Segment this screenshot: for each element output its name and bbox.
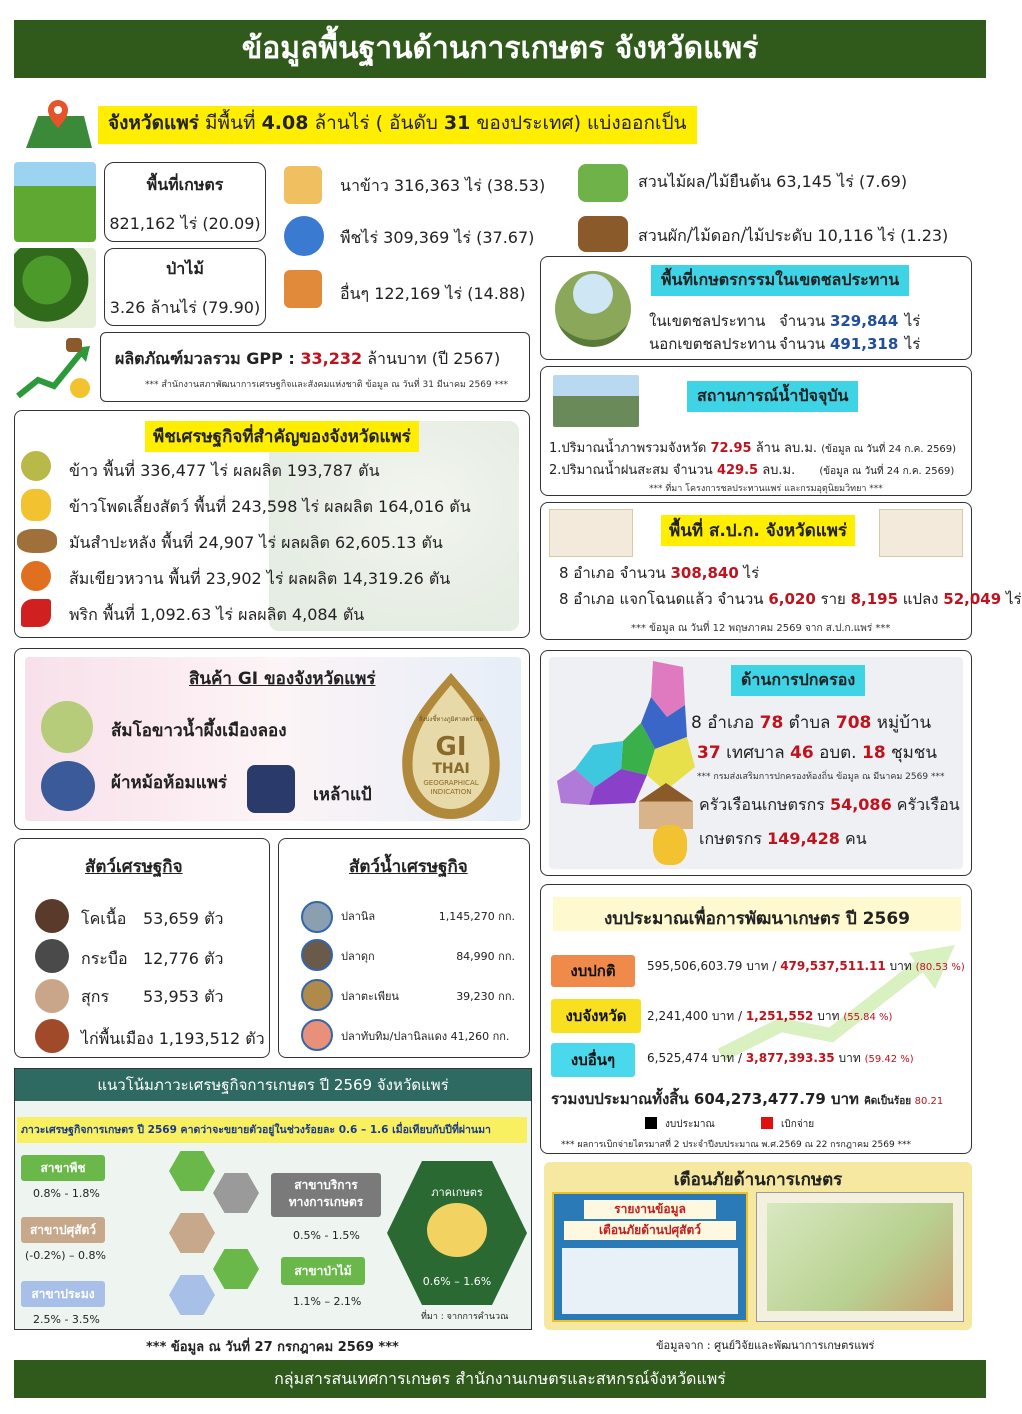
budget-percent: (59.42 %) (864, 1054, 914, 1065)
unit-label: ไร่ (904, 335, 921, 353)
poster-heading: เตือนภัยด้านปศุสัตว์ (564, 1221, 736, 1240)
buffalo-icon (35, 939, 69, 973)
crop-item: ข้าวโพดเลี้ยงสัตว์ พื้นที่ 243,598 ไร่ ผลผลิต 164,016 ตัน (69, 497, 471, 516)
forest-area-value: 3.26 ล้านไร่ (79.90) (109, 298, 261, 317)
village-count: 708 (835, 713, 872, 733)
poster-content (562, 1248, 738, 1314)
land-deed-image (549, 509, 633, 557)
budget-amount: 6,525,474 บาท / (647, 1051, 746, 1065)
gi-thai-badge (395, 671, 507, 825)
budget-row (647, 957, 965, 976)
admin-line-1 (691, 709, 931, 736)
fishery-hex-icon (169, 1275, 215, 1315)
warning-box (544, 1162, 972, 1330)
growth-chart-icon (14, 336, 98, 402)
fish-row (341, 947, 515, 965)
province-rank: 31 (443, 112, 471, 134)
service-label-line: สาขาบริการ (294, 1178, 358, 1192)
poster-content (767, 1203, 953, 1311)
water-line-2 (549, 459, 954, 480)
admin-title: ด้านการปกครอง (731, 665, 865, 696)
count-label: จำนวน (779, 312, 826, 330)
agri-area-title: พื้นที่เกษตร (146, 175, 224, 194)
cassava-icon (17, 529, 57, 553)
budget-unit: บาท (813, 1009, 844, 1023)
admin-text: เทศบาล (720, 743, 791, 763)
alro-plots-value: 8,195 (850, 590, 899, 608)
admin-text: ตำบล (783, 713, 836, 733)
administration-box (540, 650, 972, 876)
growth-arrow-decoration (721, 935, 961, 1065)
land-deed-image (879, 509, 963, 557)
chicken-icon (35, 1019, 69, 1053)
water-line-text: ล้าน ลบ.ม. (751, 441, 818, 456)
admin-text: ครัวเรือน (891, 795, 960, 814)
poster-heading: รายงานข้อมูล (584, 1200, 716, 1219)
corn-icon (21, 489, 51, 521)
livestock-value: 53,953 ตัว (143, 987, 224, 1006)
irrigation-out-label: นอกเขตชลประทาน (649, 335, 777, 353)
livestock-name: กระบือ (81, 949, 128, 968)
crop-sector-label: สาขาพืช (21, 1155, 105, 1181)
outlook-subtitle: ภาวะเศรษฐกิจการเกษตร ปี 2569 คาดว่าจะขยายตัวอยู่ในช่วงร้อยละ 0.6 – 1.6 เมื่อเทียบกับปีที่ผ่านมา (17, 1117, 527, 1143)
gi-box (14, 648, 530, 830)
budget-amount: 595,506,603.79 บาท / (647, 959, 781, 973)
irrigation-in-label: ในเขตชลประทาน (649, 312, 766, 330)
fish-row (341, 1027, 509, 1045)
crop-hex-icon (169, 1151, 215, 1191)
gi-item-liquor: เหล้าแป้ (313, 785, 372, 805)
service-sector-label (271, 1173, 381, 1217)
irrigation-out-row (649, 332, 920, 356)
fish-name: ปลาตะเพียน (341, 990, 399, 1003)
fish-name: ปลาดุก (341, 950, 375, 963)
gpp-line (115, 347, 500, 372)
rainfall-value: 429.5 (716, 463, 759, 478)
gpp-label: ผลิตภัณฑ์มวลรวม GPP : (115, 349, 301, 368)
water-line-note: (ข้อมูล ณ วันที่ 24 ก.ค. 2569) (819, 466, 955, 477)
forest-area-title: ป่าไม้ (166, 259, 204, 278)
budget-total-percent: 80.21 (914, 1096, 944, 1107)
budget-other-label: งบอื่นๆ (551, 1043, 635, 1077)
fish-row (341, 987, 515, 1005)
field-crop-area-text: พืชไร่ 309,369 ไร่ (37.67) (340, 228, 535, 247)
barb-fish-icon (301, 979, 333, 1011)
catfish-icon (301, 939, 333, 971)
outlook-source: ที่มา : จากการคำนวณ (421, 1312, 509, 1322)
outlook-box (14, 1068, 532, 1330)
alro-persons-value: 6,020 (768, 590, 816, 608)
background-decoration (269, 421, 519, 631)
water-line-text: 2.ปริมาณน้ำฝนสะสม จำนวน (549, 463, 717, 478)
crops-box (14, 410, 530, 638)
admin-text: เกษตรกร (699, 829, 768, 848)
forestry-sector-label: สาขาป่าไม้ (281, 1257, 365, 1285)
water-title: สถานการณ์น้ำปัจจุบัน (687, 381, 858, 412)
livestock-box (14, 838, 270, 1058)
budget-regular-label: งบปกติ (551, 955, 635, 987)
admin-text: อบต. (813, 743, 862, 763)
agri-area-value: 821,162 ไร่ (20.09) (109, 214, 261, 233)
page-title: ข้อมูลพื้นฐานด้านการเกษตร จังหวัดแพร่ (14, 20, 986, 78)
province-map-icon (555, 657, 705, 811)
fish-name: ปลาทับทิม/ปลานิลแดง 41,260 กก. (341, 1030, 510, 1043)
admin-text: ชุมชน (885, 743, 937, 763)
budget-unit: บาท (885, 959, 916, 973)
water-line-text: 1.ปริมาณน้ำภาพรวมจังหวัด (549, 441, 711, 456)
budget-amount: 2,241,400 บาท / (647, 1009, 746, 1023)
irrigation-in-row (649, 309, 920, 333)
budget-row (647, 1007, 892, 1026)
service-sector-range: 0.5% - 1.5% (293, 1229, 360, 1242)
irrigation-image (555, 271, 631, 347)
unit-label: ไร่ (904, 312, 921, 330)
livestock-title: สัตว์เศรษฐกิจ (85, 857, 183, 877)
alro-text: ไร่ (1001, 590, 1022, 608)
forest-area-box (104, 248, 266, 326)
subdistrict-count: 78 (759, 713, 784, 733)
budget-percent: (55.84 %) (843, 1012, 893, 1023)
water-note: *** ที่มา โครงการชลประทานแพร่ และกรมอุตุนิยมวิทยา *** (649, 484, 883, 494)
water-line-1 (549, 437, 956, 458)
budget-note: *** ผลการเบิกจ่ายไตรมาสที่ 2 ประจำปีงบประมาณ พ.ศ.2569 ณ 22 กรกฎาคม 2569 *** (561, 1140, 912, 1150)
beef-cattle-icon (35, 899, 69, 933)
farmer-line (699, 827, 867, 852)
admin-line-2 (697, 739, 937, 766)
forestry-hex-icon (213, 1249, 259, 1289)
water-situation-box (540, 366, 972, 496)
orchard-icon (578, 164, 628, 202)
intro-banner (98, 106, 697, 144)
budget-total (551, 1087, 943, 1111)
farmer-count: 149,428 (767, 829, 840, 848)
budget-disbursed: 3,877,393.35 (745, 1051, 835, 1065)
alro-rai-value: 52,049 (943, 590, 1002, 608)
livestock-name: โคเนื้อ (81, 909, 127, 928)
vegetable-area-text: สวนผัก/ไม้ดอก/ไม้ประดับ 10,116 ไร่ (1.23) (638, 226, 949, 245)
alro-line-2 (559, 587, 1022, 611)
alro-area-value: 308,840 (670, 564, 739, 582)
service-hex-icon (213, 1173, 259, 1213)
service-label-line: ทางการเกษตร (288, 1195, 364, 1209)
livestock-sector-label: สาขาปศุสัตว์ (21, 1217, 105, 1243)
crop-pest-warning-poster (756, 1192, 964, 1322)
map-pin-icon (24, 100, 94, 150)
livestock-name: ไก่พื้นเมือง (81, 1029, 154, 1048)
water-line-text: ลบ.ม. (758, 463, 796, 478)
community-count: 18 (861, 743, 886, 763)
orange-icon (21, 561, 51, 591)
orchard-area-text: สวนไม้ผล/ไม้ยืนต้น 63,145 ไร่ (7.69) (638, 172, 908, 191)
tilapia-icon (301, 901, 333, 933)
budget-row (647, 1049, 914, 1068)
farm-field-image (14, 162, 96, 242)
intro-text: ล้านไร่ ( อันดับ (308, 112, 444, 134)
warning-source: ข้อมูลจาก : ศูนย์วิจัยและพัฒนาการเกษตรแพร่ (656, 1339, 875, 1352)
fishery-box (278, 838, 530, 1058)
crops-title: พืชเศรษฐกิจที่สำคัญของจังหวัดแพร่ (145, 421, 419, 452)
fish-value: 1,145,270 กก. (438, 910, 515, 923)
fishery-sector-range: 2.5% - 3.5% (33, 1313, 100, 1326)
tractor-icon (427, 1203, 487, 1257)
admin-text: 8 อำเภอ (691, 713, 760, 733)
municipality-count: 37 (697, 743, 721, 763)
legend-disbursed-label: เบิกจ่าย (781, 1119, 815, 1130)
gi-item-cloth: ผ้าหม้อห้อมแพร่ (111, 773, 228, 793)
budget-disbursed: 479,537,511.11 (780, 959, 886, 973)
agri-area-box (104, 162, 266, 242)
fish-row (341, 907, 515, 925)
alro-text: 8 อำเภอ จำนวน (559, 564, 671, 582)
alro-text: ไร่ (738, 564, 760, 582)
count-label: จำนวน (779, 335, 826, 353)
budget-total-text: คิดเป็นร้อย (864, 1096, 915, 1107)
fish-value: 39,230 กก. (456, 990, 515, 1003)
budget-box (540, 884, 972, 1154)
pomelo-image (41, 701, 93, 753)
crop-item: มันสำปะหลัง พื้นที่ 24,907 ไร่ ผลผลิต 62,605.13 ตัน (69, 533, 443, 552)
fishery-title: สัตว์น้ำเศรษฐกิจ (349, 857, 468, 877)
livestock-value: 12,776 ตัว (143, 949, 224, 968)
intro-text: ของประเทศ) แบ่งออกเป็น (470, 112, 687, 134)
gi-item-pomelo: ส้มโอขาวน้ำผึ้งเมืองลอง (111, 721, 287, 741)
irrigation-out-value: 491,318 (829, 335, 899, 353)
gi-badge-gi: GI (435, 732, 467, 762)
livestock-hex-icon (169, 1213, 215, 1253)
vegetable-garden-icon (578, 216, 628, 252)
forestry-sector-range: 1.1% – 2.1% (293, 1295, 362, 1308)
budget-disbursed: 1,251,552 (745, 1009, 814, 1023)
rice-area-text: นาข้าว 316,363 ไร่ (38.53) (340, 176, 546, 195)
gi-badge-line2: INDICATION (430, 788, 472, 796)
irrigation-title: พื้นที่เกษตรกรรมในเขตชลประทาน (651, 265, 909, 296)
forest-image (14, 248, 96, 328)
gi-badge-line1: GEOGRAPHICAL (423, 779, 479, 787)
other-area-text: อื่นๆ 122,169 ไร่ (14.88) (340, 284, 526, 303)
gi-badge-thai: THAI (432, 761, 470, 777)
budget-total-text: รวมงบประมาณทั้งสิ้น 604,273,477.79 บาท (551, 1090, 865, 1108)
agri-sector-label: ภาคเกษตร (431, 1186, 483, 1199)
admin-text: หมู่บ้าน (871, 713, 932, 733)
livestock-sector-range: (-0.2%) – 0.8% (25, 1249, 106, 1262)
crop-sector-range: 0.8% - 1.8% (33, 1187, 100, 1200)
pig-icon (35, 979, 69, 1013)
intro-text: มีพื้นที่ (198, 112, 262, 134)
budget-province-label: งบจังหวัด (551, 999, 641, 1033)
red-tilapia-icon (301, 1019, 333, 1051)
rice-plant-icon (21, 451, 51, 481)
admin-text: ครัวเรือนเกษตรกร (699, 795, 830, 814)
livestock-row (81, 1027, 265, 1052)
gpp-value: 33,232 (300, 349, 363, 368)
livestock-row (81, 907, 223, 932)
farmer-icon (653, 825, 687, 865)
household-count: 54,086 (829, 795, 892, 814)
crop-item: ข้าว พื้นที่ 336,477 ไร่ ผลผลิต 193,787 ตัน (69, 461, 380, 480)
household-line (699, 793, 960, 818)
alro-text: 8 อำเภอ แจกโฉนดแล้ว จำนวน (559, 590, 769, 608)
alro-text: ราย (815, 590, 851, 608)
admin-note: *** กรมส่งเสริมการปกครองท้องถิ่น ข้อมูล ณ มีนาคม 2569 *** (697, 772, 945, 782)
liquor-image (247, 765, 295, 813)
province-area: 4.08 (261, 112, 309, 134)
chili-icon (21, 599, 51, 627)
indigo-cloth-image (41, 761, 95, 811)
rice-field-icon (284, 166, 322, 204)
alro-box (540, 502, 1022, 640)
legend-disbursed-swatch (761, 1117, 773, 1129)
page-footer: กลุ่มสารสนเทศการเกษตร สำนักงานเกษตรและสหกรณ์จังหวัดแพร่ (14, 1360, 986, 1398)
water-line-note: (ข้อมูล ณ วันที่ 24 ก.ค. 2569) (821, 444, 957, 455)
crop-item: ส้มเขียวหวาน พื้นที่ 23,902 ไร่ ผลผลิต 14,319.26 ตัน (69, 569, 451, 588)
budget-title: งบประมาณเพื่อการพัฒนาเกษตร ปี 2569 (603, 909, 911, 929)
legend-budget-label: งบประมาณ (665, 1119, 715, 1130)
fish-value: 84,990 กก. (456, 950, 515, 963)
legend-budget-swatch (645, 1117, 657, 1129)
admin-text: คน (839, 829, 867, 848)
alro-title: พื้นที่ ส.ป.ก. จังหวัดแพร่ (661, 515, 855, 546)
livestock-value: 1,193,512 ตัว (158, 1029, 265, 1048)
irrigation-box (540, 256, 972, 360)
gpp-box (100, 332, 530, 402)
agri-sector-range: 0.6% – 1.6% (422, 1275, 492, 1288)
fish-name: ปลานิล (341, 910, 376, 923)
livestock-row (81, 947, 223, 972)
data-date-note: *** ข้อมูล ณ วันที่ 27 กรกฎาคม 2569 *** (146, 1340, 399, 1355)
alro-text: แปลง (898, 590, 944, 608)
field-crop-icon (284, 216, 324, 256)
livestock-value: 53,659 ตัว (143, 909, 224, 928)
budget-percent: (80.53 %) (915, 962, 965, 973)
warning-title: เตือนภัยด้านการเกษตร (673, 1170, 843, 1190)
gi-title: สินค้า GI ของจังหวัดแพร่ (189, 669, 376, 689)
alro-note: *** ข้อมูล ณ วันที่ 12 พฤษภาคม 2569 จาก ส.ป.ก.แพร่ *** (631, 623, 891, 634)
other-land-icon (284, 270, 322, 308)
livestock-row (81, 985, 223, 1010)
sao-count: 46 (790, 743, 814, 763)
outlook-title: แนวโน้มภาวะเศรษฐกิจการเกษตร ปี 2569 จังหวัดแพร่ (15, 1069, 531, 1101)
dam-image (553, 375, 639, 427)
crop-item: พริก พื้นที่ 1,092.63 ไร่ ผลผลิต 4,084 ตัน (69, 605, 365, 624)
gpp-note: *** สำนักงานสภาพัฒนาการเศรษฐกิจและสังคมแห่งชาติ ข้อมูล ณ วันที่ 31 มีนาคม 2569 *** (145, 380, 509, 390)
water-volume-value: 72.95 (710, 441, 752, 456)
province-name: จังหวัดแพร่ (108, 112, 199, 134)
gi-badge-top: สิ่งบ่งชี้ทางภูมิศาสตร์ไทย (418, 716, 484, 723)
irrigation-in-value: 329,844 (829, 312, 899, 330)
gpp-unit: ล้านบาท (ปี 2567) (362, 349, 501, 368)
livestock-warning-poster (552, 1192, 748, 1322)
alro-line-1 (559, 561, 759, 585)
livestock-name: สุกร (81, 987, 110, 1006)
budget-unit: บาท (834, 1051, 865, 1065)
fishery-sector-label: สาขาประมง (21, 1281, 105, 1307)
